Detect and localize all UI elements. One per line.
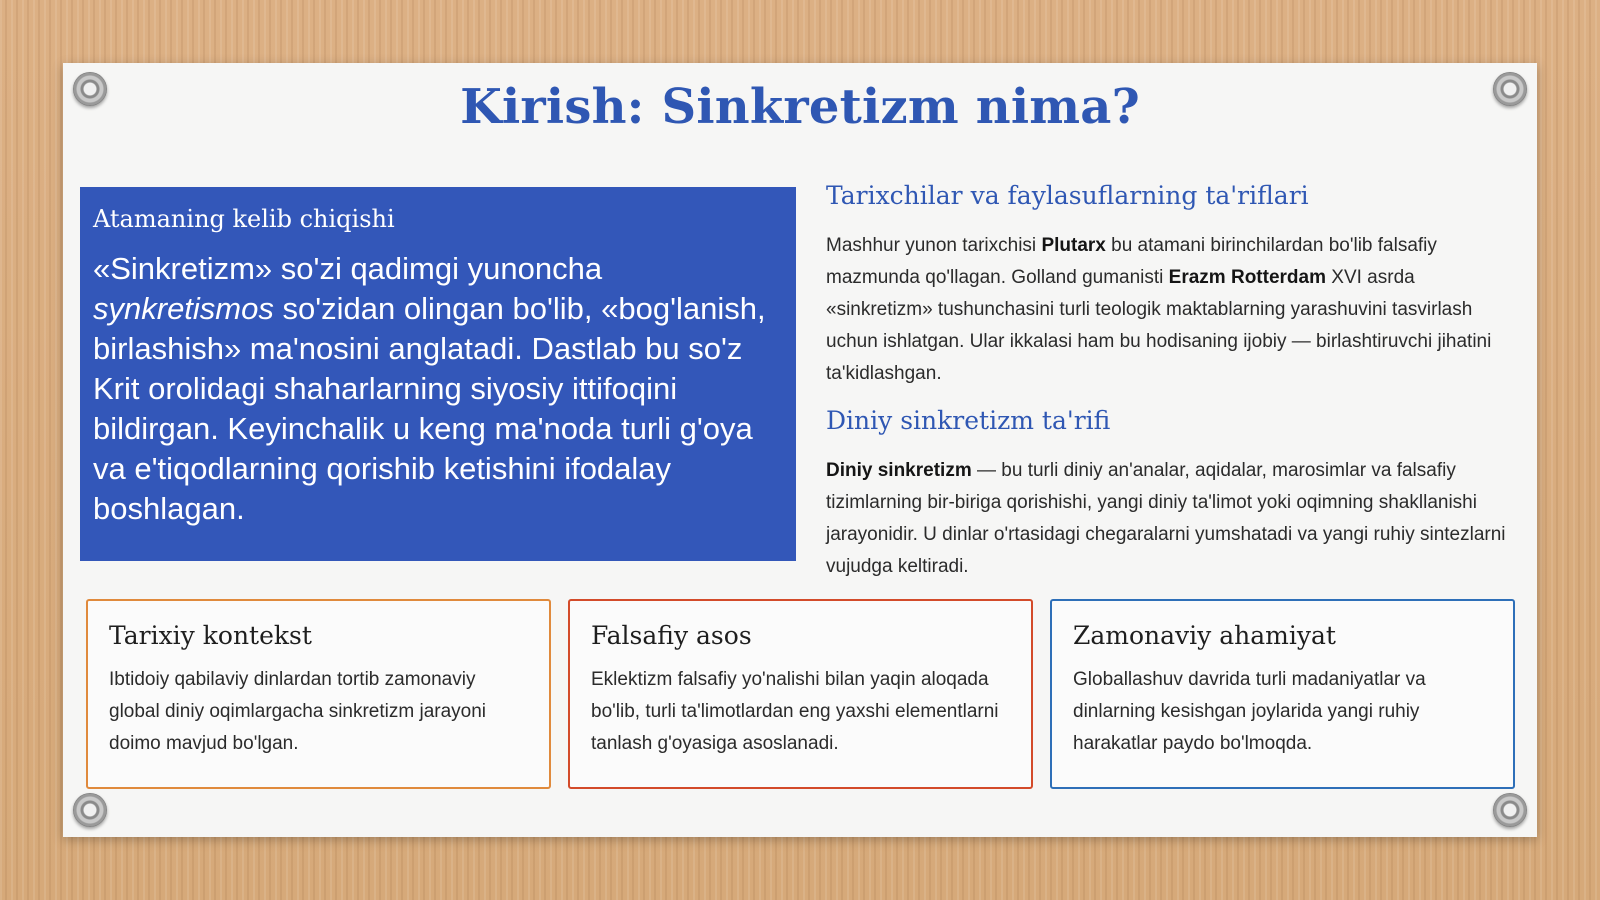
religious-heading: Diniy sinkretizm ta'rifi [826, 406, 1111, 435]
origin-text-greek-word: synkretismos [93, 291, 274, 326]
origin-text [93, 249, 783, 529]
origin-text-start: «Sinkretizm» so'zi qadimgi yunoncha [93, 251, 603, 286]
definitions-text-1: Mashhur yunon tarixchisi [826, 235, 1042, 256]
definitions-text-2: bu atamani birinchilardan bo'lib falsafiy mazmunda qo'llagan. Golland gumanisti [826, 235, 1437, 288]
card-title: Zamonaviy ahamiyat [1073, 621, 1336, 650]
origin-panel [80, 187, 796, 561]
page-title: Kirish: Sinkretizm nima? [460, 79, 1140, 135]
definitions-heading: Tarixchilar va faylasuflarning ta'riflari [826, 181, 1309, 210]
definitions-name-erazm: Erazm Rotterdam [1168, 267, 1326, 288]
push-pin-icon [73, 793, 107, 827]
origin-text-end: so'zidan olingan bo'lib, «bog'lanish, birlashish» ma'nosini anglatadi. Dastlab bu so'z Krit orolidagi shaharlarning siyosiy ittifoqini bildirgan. Keyinchalik u keng ma'noda turli g'oya va e'tiqodlarning qorishib ketishini ifodalay boshlagan. [93, 291, 766, 526]
origin-heading: Atamaning kelib chiqishi [93, 205, 395, 233]
push-pin-icon [1493, 793, 1527, 827]
info-cards [86, 599, 1516, 789]
religious-text: — bu turli diniy an'analar, aqidalar, marosimlar va falsafiy tizimlarning bir-biriga qorishishi, yangi diniy ta'limot yoki oqimning shakllanishi jarayonidir. U dinlar o'rtasidagi chegaralarni yumshatadi va yangi ruhiy sintezlarni vujudga keltiradi. [826, 460, 1506, 577]
card-title: Tarixiy kontekst [109, 621, 312, 650]
definitions-column [826, 181, 1526, 599]
slide-board [63, 63, 1537, 837]
definitions-name-plutarx: Plutarx [1041, 235, 1106, 256]
religious-term: Diniy sinkretizm [826, 460, 972, 481]
card-historical-context [86, 599, 551, 789]
definitions-paragraph [826, 230, 1526, 390]
card-modern-significance [1050, 599, 1515, 789]
card-text: Eklektizm falsafiy yo'nalishi bilan yaqin aloqada bo'lib, turli ta'limotlardan eng yaxshi elementlarni tanlash g'oyasiga asoslanadi. [591, 669, 999, 754]
definitions-text-3: XVI asrda «sinkretizm» tushunchasini turli teologik maktablarning yarashuvini tasvirlash uchun ishlatgan. Ular ikkalasi ham bu hodisaning ijobiy — birlashtiruvchi jihatini ta'kidlashgan. [826, 267, 1492, 384]
card-text: Ibtidoiy qabilaviy dinlardan tortib zamonaviy global diniy oqimlargacha sinkretizm jarayoni doimo mavjud bo'lgan. [109, 669, 487, 754]
card-title: Falsafiy asos [591, 621, 752, 650]
religious-paragraph [826, 455, 1526, 583]
card-text: Globallashuv davrida turli madaniyatlar va dinlarning kesishgan joylarida yangi ruhiy harakatlar paydo bo'lmoqda. [1073, 669, 1426, 754]
card-philosophical-basis [568, 599, 1033, 789]
